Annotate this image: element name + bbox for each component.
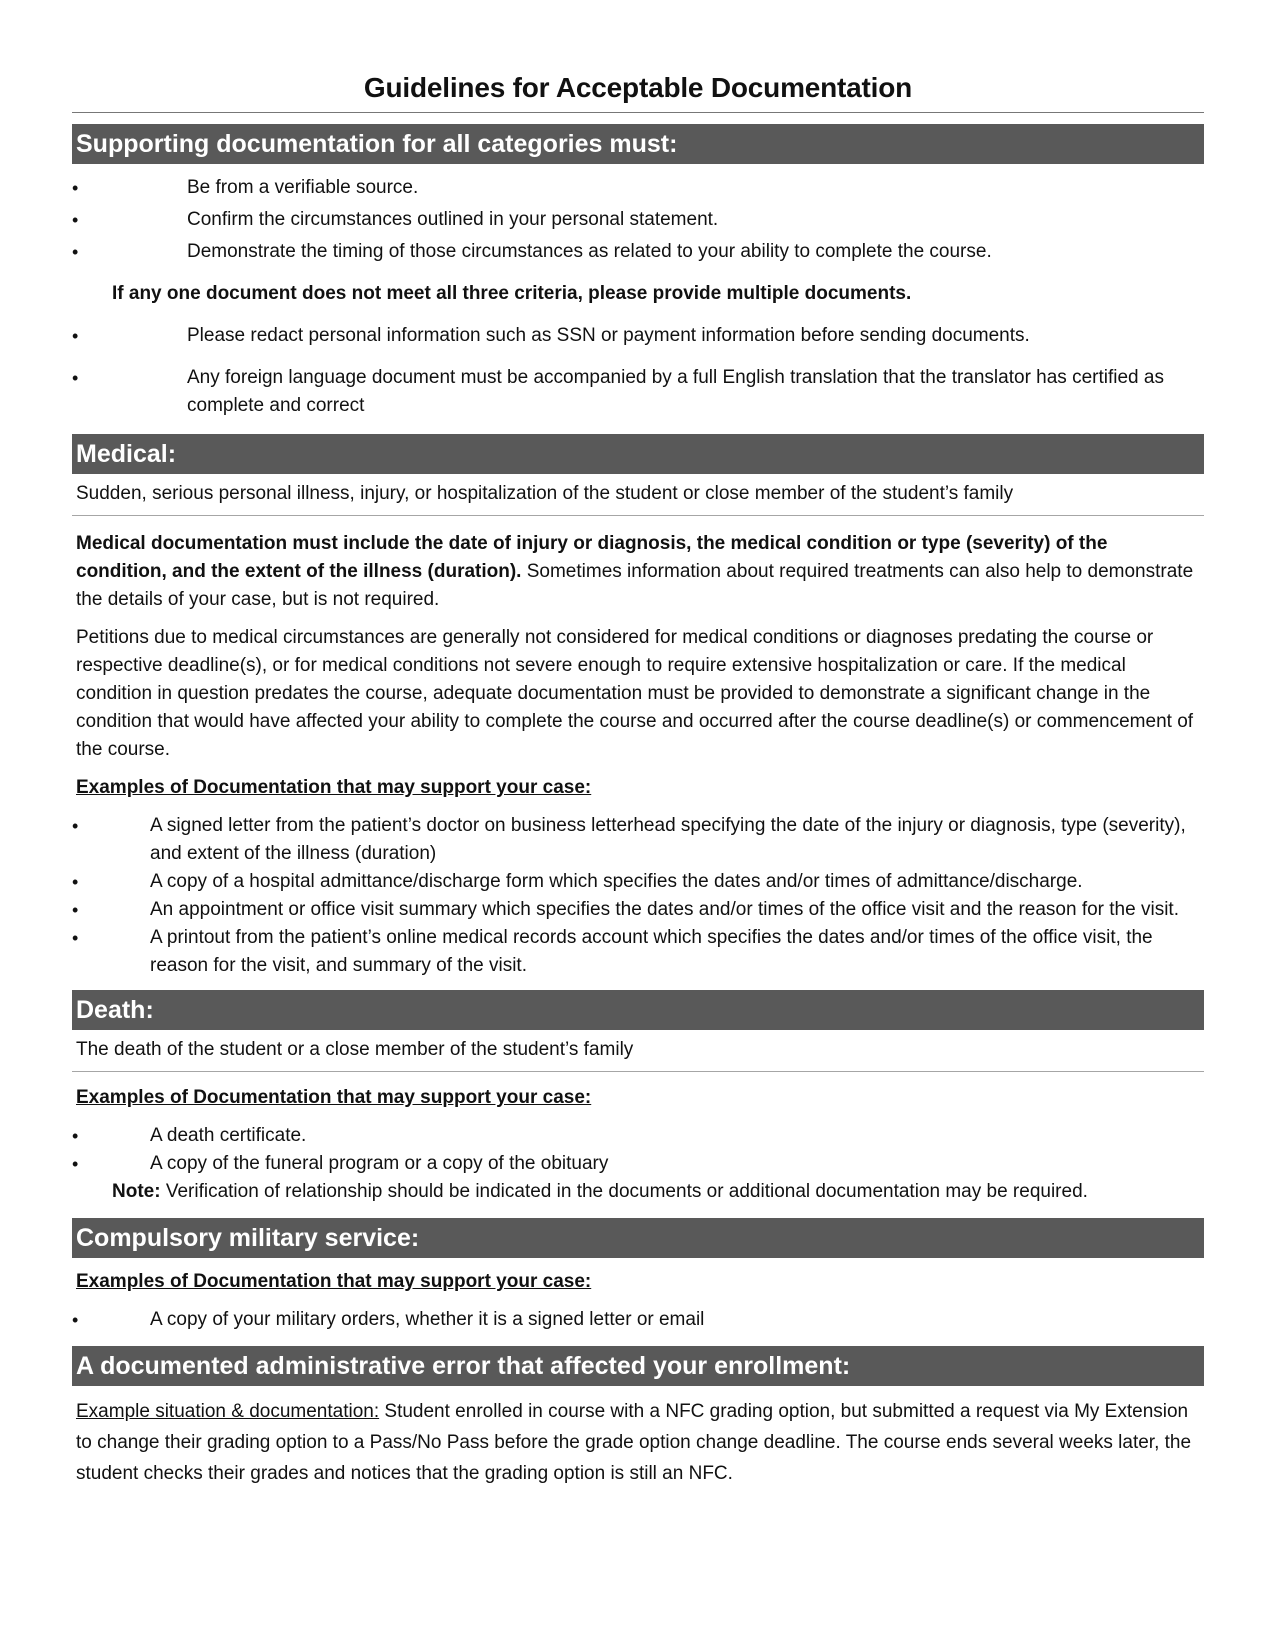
list-item-text: A copy of your military orders, whether it is a signed letter or email xyxy=(150,1309,705,1330)
section-heading-military: Compulsory military service: xyxy=(72,1218,1204,1258)
list-item xyxy=(72,924,1204,980)
death-examples-label: Examples of Documentation that may support your case: xyxy=(76,1087,592,1108)
bullet-icon: • xyxy=(72,326,79,346)
bullet-icon: • xyxy=(72,816,79,836)
criteria-list xyxy=(72,174,1204,266)
medical-examples-label: Examples of Documentation that may support your case: xyxy=(76,777,592,798)
list-item-text: An appointment or office visit summary which specifies the dates and/or times of the office visit and the reason for the visit. xyxy=(150,899,1179,920)
list-item xyxy=(72,322,1204,350)
list-item-text: Demonstrate the timing of those circumstances as related to your ability to complete the course. xyxy=(187,241,992,262)
section-heading-admin-error: A documented administrative error that affected your enrollment: xyxy=(72,1346,1204,1386)
section-heading-medical: Medical: xyxy=(72,434,1204,474)
death-note-label: Note: xyxy=(112,1181,161,1202)
list-item-text: Please redact personal information such as SSN or payment information before sending documents. xyxy=(187,325,1030,346)
list-item xyxy=(72,364,1204,420)
medical-petition-note: Petitions due to medical circumstances are generally not considered for medical conditions or diagnoses predating the course or respective deadline(s), or for medical conditions not severe enough to require extensive hospitalization or care. If the medical condition in question predates the course, adequate documentation must be provided to demonstrate a significant change in the condition that would have affected your ability to complete the course and occurred after the course deadline(s) or commencement of the course. xyxy=(76,627,1194,760)
list-item xyxy=(72,206,1204,234)
medical-requirement-rest: Sometimes information about required treatments can also help to demonstrate the details of your case, but is not required. xyxy=(76,561,1194,610)
document-title: Guidelines for Acceptable Documentation xyxy=(72,72,1204,113)
section-heading-death: Death: xyxy=(72,990,1204,1030)
list-item-text: Any foreign language document must be accompanied by a full English translation that the translator has certified as complete and correct xyxy=(187,367,1164,416)
list-item-text: A copy of a hospital admittance/discharge form which specifies the dates and/or times of admittance/discharge. xyxy=(150,871,1083,892)
multiple-documents-note: If any one document does not meet all three criteria, please provide multiple documents. xyxy=(112,283,912,304)
bullet-icon: • xyxy=(72,872,79,892)
list-item-text: A copy of the funeral program or a copy of the obituary xyxy=(150,1153,609,1174)
death-intro: The death of the student or a close member of the student’s family xyxy=(72,1030,1204,1072)
list-item-text: Confirm the circumstances outlined in your personal statement. xyxy=(187,209,719,230)
list-item xyxy=(72,1150,1204,1178)
death-examples-list xyxy=(72,1122,1204,1178)
military-examples-list xyxy=(72,1306,1204,1334)
medical-examples-list xyxy=(72,812,1204,980)
admin-error-example-text: Student enrolled in course with a NFC grading option, but submitted a request via My Extension to change their grading option to a Pass/No Pass before the grade option change deadline. The course ends several weeks later, the student checks their grades and notices that the grading option is still an NFC. xyxy=(76,1401,1192,1484)
bullet-icon: • xyxy=(72,1154,79,1174)
list-item-text: Be from a verifiable source. xyxy=(187,177,419,198)
list-item xyxy=(72,238,1204,266)
bullet-icon: • xyxy=(72,368,79,388)
bullet-icon: • xyxy=(72,210,79,230)
bullet-icon: • xyxy=(72,1310,79,1330)
death-note xyxy=(112,1178,1204,1206)
section-heading-supporting: Supporting documentation for all categories must: xyxy=(72,124,1204,164)
list-item xyxy=(72,1306,1204,1334)
extra-requirements-list xyxy=(72,322,1204,420)
list-item xyxy=(72,868,1204,896)
bullet-icon: • xyxy=(72,178,79,198)
medical-requirement-bold: Medical documentation must include the date of injury or diagnosis, the medical condition or type (severity) of the condition, and the extent of the illness (duration). xyxy=(76,533,1108,582)
bullet-icon: • xyxy=(72,928,79,948)
list-item-text: A printout from the patient’s online medical records account which specifies the dates and/or times of the office visit, the reason for the visit, and summary of the visit. xyxy=(150,927,1153,976)
medical-intro: Sudden, serious personal illness, injury, or hospitalization of the student or close member of the student’s family xyxy=(72,474,1204,516)
list-item-text: A death certificate. xyxy=(150,1125,307,1146)
bullet-icon: • xyxy=(72,242,79,262)
bullet-icon: • xyxy=(72,1126,79,1146)
list-item xyxy=(72,1122,1204,1150)
bullet-icon: • xyxy=(72,900,79,920)
admin-error-example-label: Example situation & documentation: xyxy=(76,1401,380,1422)
document-page xyxy=(72,72,1204,1489)
list-item-text: A signed letter from the patient’s doctor on business letterhead specifying the date of the injury or diagnosis, type (severity), and extent of the illness (duration) xyxy=(150,815,1186,864)
list-item xyxy=(72,174,1204,202)
death-note-text: Verification of relationship should be indicated in the documents or additional documentation may be required. xyxy=(160,1181,1088,1202)
list-item xyxy=(72,896,1204,924)
military-examples-label: Examples of Documentation that may support your case: xyxy=(76,1271,592,1292)
admin-error-example xyxy=(76,1396,1200,1489)
list-item xyxy=(72,812,1204,868)
medical-requirement xyxy=(76,530,1200,614)
